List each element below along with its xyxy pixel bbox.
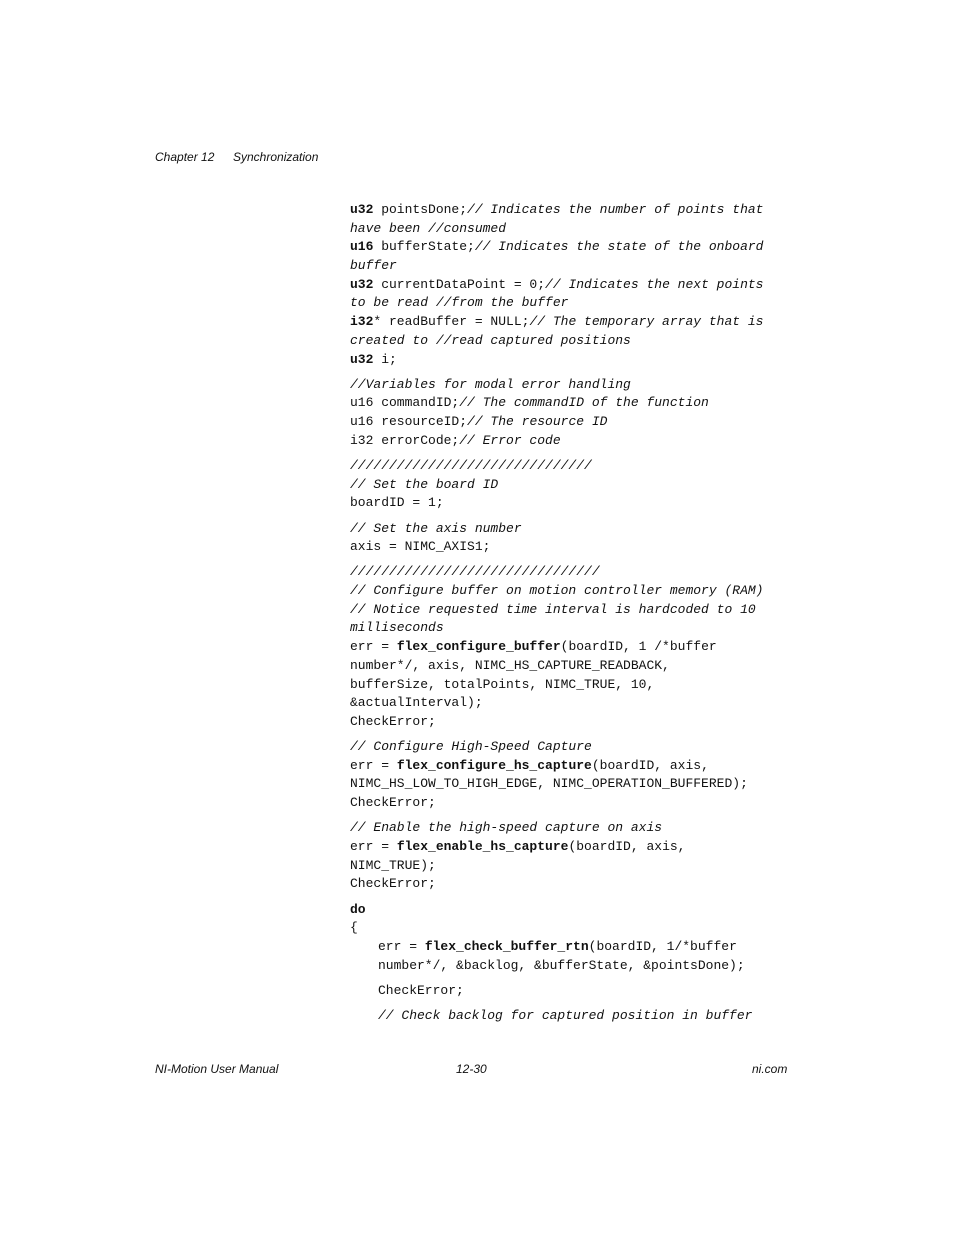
code-line (350, 563, 790, 582)
code-line (350, 201, 790, 220)
code-line (350, 376, 790, 395)
code-line (350, 775, 790, 794)
code-line (350, 276, 790, 295)
code-text: err = (350, 639, 397, 655)
code-text: i; (373, 351, 397, 367)
code-line (350, 313, 790, 332)
code-line (350, 757, 790, 776)
footer-website: ni.com (752, 1062, 788, 1076)
type-keyword: u32 (350, 276, 374, 292)
code-line (350, 394, 790, 413)
code-text: (boardID, axis, (591, 757, 709, 773)
code-line (350, 738, 790, 757)
code-comment: buffer (350, 258, 397, 274)
code-comment: // The temporary array that is (529, 314, 764, 330)
code-text: { (350, 920, 358, 936)
running-header-chapter: Chapter 12 (155, 150, 215, 164)
function-name: flex_configure_buffer (396, 639, 561, 655)
code-comment: // Indicates the next points (545, 276, 764, 292)
code-comment: // Enable the high-speed capture on axis (350, 820, 663, 836)
code-comment: // Check backlog for captured position in buffer (378, 1008, 753, 1023)
code-comment: // The resource ID (467, 414, 608, 430)
function-name: flex_check_buffer_rtn (424, 938, 589, 954)
code-line (350, 638, 790, 657)
code-line (350, 494, 790, 513)
code-text: (boardID, axis, (568, 839, 686, 854)
code-text: currentDataPoint = 0; (373, 276, 546, 292)
code-line (350, 875, 790, 894)
code-line (350, 919, 790, 938)
code-line (350, 938, 790, 957)
running-header-section: Synchronization (233, 150, 319, 164)
function-name: flex_configure_hs_capture (396, 757, 592, 773)
code-text: err = (350, 839, 397, 854)
code-text: axis = NIMC_AXIS1; (350, 539, 491, 555)
code-line (350, 838, 790, 857)
code-comment: milliseconds (350, 620, 444, 636)
code-text: i32 errorCode; (350, 432, 460, 448)
code-line (350, 713, 790, 732)
code-text: CheckError; (350, 713, 436, 729)
code-text: boardID = 1; (350, 495, 444, 511)
code-comment: // Indicates the number of points that (467, 202, 764, 217)
code-line (350, 694, 790, 713)
code-line (350, 582, 790, 601)
code-line (350, 1007, 790, 1026)
code-line (350, 538, 790, 557)
code-line (350, 413, 790, 432)
code-comment: // Configure High-Speed Capture (350, 739, 592, 755)
code-text: &actualInterval); (350, 695, 483, 711)
code-text: * readBuffer = NULL; (373, 314, 530, 330)
code-text: u16 commandID; (350, 395, 460, 411)
code-text: u16 resourceID; (350, 414, 468, 430)
footer-manual-title: NI-Motion User Manual (155, 1062, 279, 1076)
code-line (350, 476, 790, 495)
code-line (350, 257, 790, 276)
code-line (350, 794, 790, 813)
code-line (350, 238, 790, 257)
code-listing (350, 201, 790, 1026)
code-text: CheckError; (350, 876, 436, 892)
code-comment: // Set the axis number (350, 520, 522, 536)
code-line (350, 332, 790, 351)
code-line (350, 957, 790, 976)
code-comment: // Indicates the state of the onboard (474, 239, 764, 255)
code-comment: //////////////////////////////// (350, 564, 600, 580)
code-text: number*/, &backlog, &bufferState, &pointsDone); (378, 957, 745, 973)
code-text: pointsDone; (373, 202, 468, 217)
code-text: bufferSize, totalPoints, NIMC_TRUE, 10, (350, 676, 655, 692)
code-line (350, 676, 790, 695)
code-text: (boardID, 1/*buffer (588, 938, 737, 954)
code-comment: //Variables for modal error handling (350, 376, 631, 392)
code-line (350, 982, 790, 1001)
footer-page-number: 12-30 (456, 1062, 487, 1076)
code-line (350, 220, 790, 239)
function-name: flex_enable_hs_capture (396, 839, 569, 854)
type-keyword: u32 (350, 202, 374, 217)
code-line (350, 520, 790, 539)
code-text: NIMC_HS_LOW_TO_HIGH_EDGE, NIMC_OPERATION_BUFFERED); (350, 776, 748, 792)
type-keyword: u32 (350, 351, 374, 367)
code-comment: have been //consumed (350, 220, 507, 236)
code-text: err = (350, 757, 397, 773)
code-line (350, 432, 790, 451)
code-comment: // Configure buffer on motion controller memory (RAM) (350, 583, 764, 599)
code-text: NIMC_TRUE); (350, 857, 436, 873)
code-text: err = (378, 938, 425, 954)
control-keyword: do (350, 901, 366, 917)
code-line (350, 457, 790, 476)
code-text: bufferState; (373, 239, 475, 255)
code-comment: // Notice requested time interval is hardcoded to 10 (350, 601, 756, 617)
code-line (350, 657, 790, 676)
code-line (350, 294, 790, 313)
code-line (350, 857, 790, 876)
code-line (350, 819, 790, 838)
code-comment: created to //read captured positions (350, 332, 631, 348)
code-comment: to be read //from the buffer (350, 295, 569, 311)
code-comment: /////////////////////////////// (350, 457, 592, 473)
type-keyword: i32 (350, 314, 374, 330)
type-keyword: u16 (350, 239, 374, 255)
code-comment: // Set the board ID (350, 476, 499, 492)
code-text: CheckError; (350, 795, 436, 811)
code-text: CheckError; (378, 982, 464, 998)
code-line (350, 601, 790, 620)
code-line (350, 619, 790, 638)
code-line (350, 351, 790, 370)
code-text: number*/, axis, NIMC_HS_CAPTURE_READBACK, (350, 657, 670, 673)
code-comment: // The commandID of the function (459, 395, 709, 411)
code-line (350, 901, 790, 920)
code-text: (boardID, 1 /*buffer (560, 639, 717, 655)
code-comment: // Error code (459, 432, 561, 448)
